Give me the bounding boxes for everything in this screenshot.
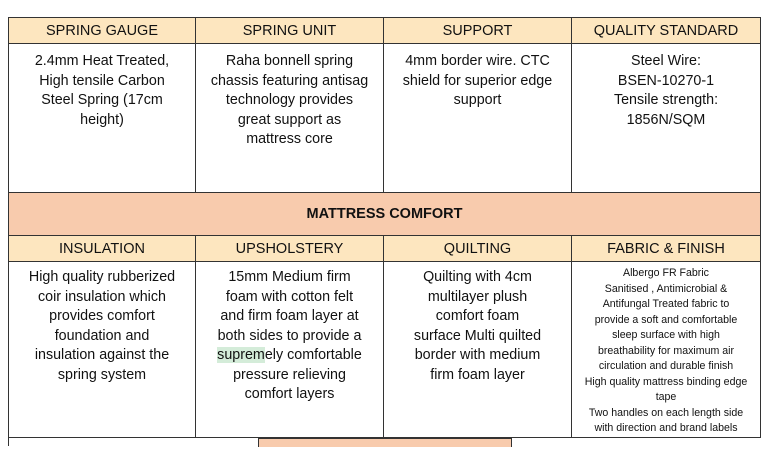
cell-fabric-finish bbox=[572, 262, 761, 438]
text-line: tape bbox=[655, 391, 677, 403]
text-line: coir insulation which bbox=[38, 288, 166, 305]
text-line: provide a soft and comfortable bbox=[594, 313, 738, 326]
comfort-table bbox=[8, 192, 761, 438]
text-line: Steel Spring (17cm bbox=[41, 92, 163, 108]
text-line: great support as bbox=[237, 111, 342, 128]
cell-insulation bbox=[9, 262, 196, 438]
text-line: circulation and durable finish bbox=[598, 360, 734, 372]
text-line: mattress core bbox=[246, 131, 333, 147]
header-quality-standard: QUALITY STANDARD bbox=[572, 18, 761, 44]
text-line: Albergo FR Fabric bbox=[623, 267, 709, 279]
text-line: Sanitised , Antimicrobial & bbox=[604, 282, 728, 295]
text-line: High quality mattress binding edge bbox=[584, 375, 748, 388]
text-line: provides comfort bbox=[49, 308, 155, 324]
text-line: Quilting with 4cm bbox=[423, 269, 532, 285]
text-line: foundation and bbox=[54, 327, 150, 344]
text-line: BSEN-10270-1 bbox=[617, 72, 715, 89]
text-line: and firm foam layer at bbox=[220, 308, 359, 324]
text-highlight: suprem bbox=[217, 347, 265, 363]
text-line: chassis featuring antisag bbox=[210, 72, 369, 89]
text-line: border with medium bbox=[414, 347, 541, 363]
cell-spring-gauge bbox=[9, 44, 196, 195]
text-line: Raha bonnell spring bbox=[225, 53, 354, 69]
text-line: High quality rubberized bbox=[28, 269, 176, 285]
header-quilting: QUILTING bbox=[384, 236, 572, 262]
text-line: shield for superior edge bbox=[402, 72, 553, 89]
header-spring-unit: SPRING UNIT bbox=[196, 18, 384, 44]
text-line: 1856N/SQM bbox=[626, 111, 706, 128]
text-line-highlighted bbox=[202, 346, 377, 366]
text-line: comfort foam bbox=[435, 308, 520, 324]
header-fabric-finish: FABRIC & FINISH bbox=[572, 236, 761, 262]
cell-quilting bbox=[384, 262, 572, 438]
text-line: firm foam layer bbox=[430, 366, 525, 383]
header-upholstery: UPSHOLSTERY bbox=[196, 236, 384, 262]
text-line: foam with cotton felt bbox=[225, 288, 354, 305]
text-line: sleep surface with high bbox=[612, 329, 720, 341]
text-line: Antifungal Treated fabric to bbox=[602, 298, 730, 310]
text-line: surface Multi quilted bbox=[413, 327, 542, 344]
cell-upholstery bbox=[196, 262, 384, 438]
text-line: pressure relieving bbox=[233, 366, 346, 383]
text-line: breathability for maximum air bbox=[598, 344, 734, 357]
cell-spring-unit bbox=[196, 44, 384, 195]
text-line: both sides to provide a bbox=[217, 327, 362, 344]
text-line: spring system bbox=[57, 366, 147, 383]
header-spring-gauge: SPRING GAUGE bbox=[9, 18, 196, 44]
text-line: 2.4mm Heat Treated, bbox=[34, 53, 170, 69]
header-insulation: INSULATION bbox=[9, 236, 196, 262]
text-line: technology provides bbox=[225, 92, 354, 108]
next-table-edge bbox=[8, 438, 259, 446]
text-line: Two handles on each length side bbox=[588, 406, 744, 419]
text-line: insulation against the bbox=[34, 347, 170, 363]
text-line: comfort layers bbox=[244, 386, 335, 402]
header-support: SUPPORT bbox=[384, 18, 572, 44]
text-line: support bbox=[453, 92, 502, 108]
next-table-header-stub bbox=[258, 438, 512, 447]
text-fragment: ely comfortable bbox=[264, 347, 362, 363]
text-line: height) bbox=[80, 111, 124, 128]
text-line: 4mm border wire. CTC bbox=[405, 53, 550, 69]
text-line: 15mm Medium firm bbox=[228, 269, 351, 285]
text-line: Steel Wire: bbox=[631, 53, 701, 69]
text-line: with direction and brand labels bbox=[594, 422, 738, 434]
text-line: multilayer plush bbox=[427, 288, 528, 305]
text-line: Tensile strength: bbox=[613, 92, 719, 108]
cell-support bbox=[384, 44, 572, 195]
cell-quality-standard bbox=[572, 44, 761, 195]
comfort-title: MATTRESS COMFORT bbox=[9, 193, 761, 236]
text-line: High tensile Carbon bbox=[39, 72, 165, 89]
spec-table bbox=[8, 17, 761, 195]
